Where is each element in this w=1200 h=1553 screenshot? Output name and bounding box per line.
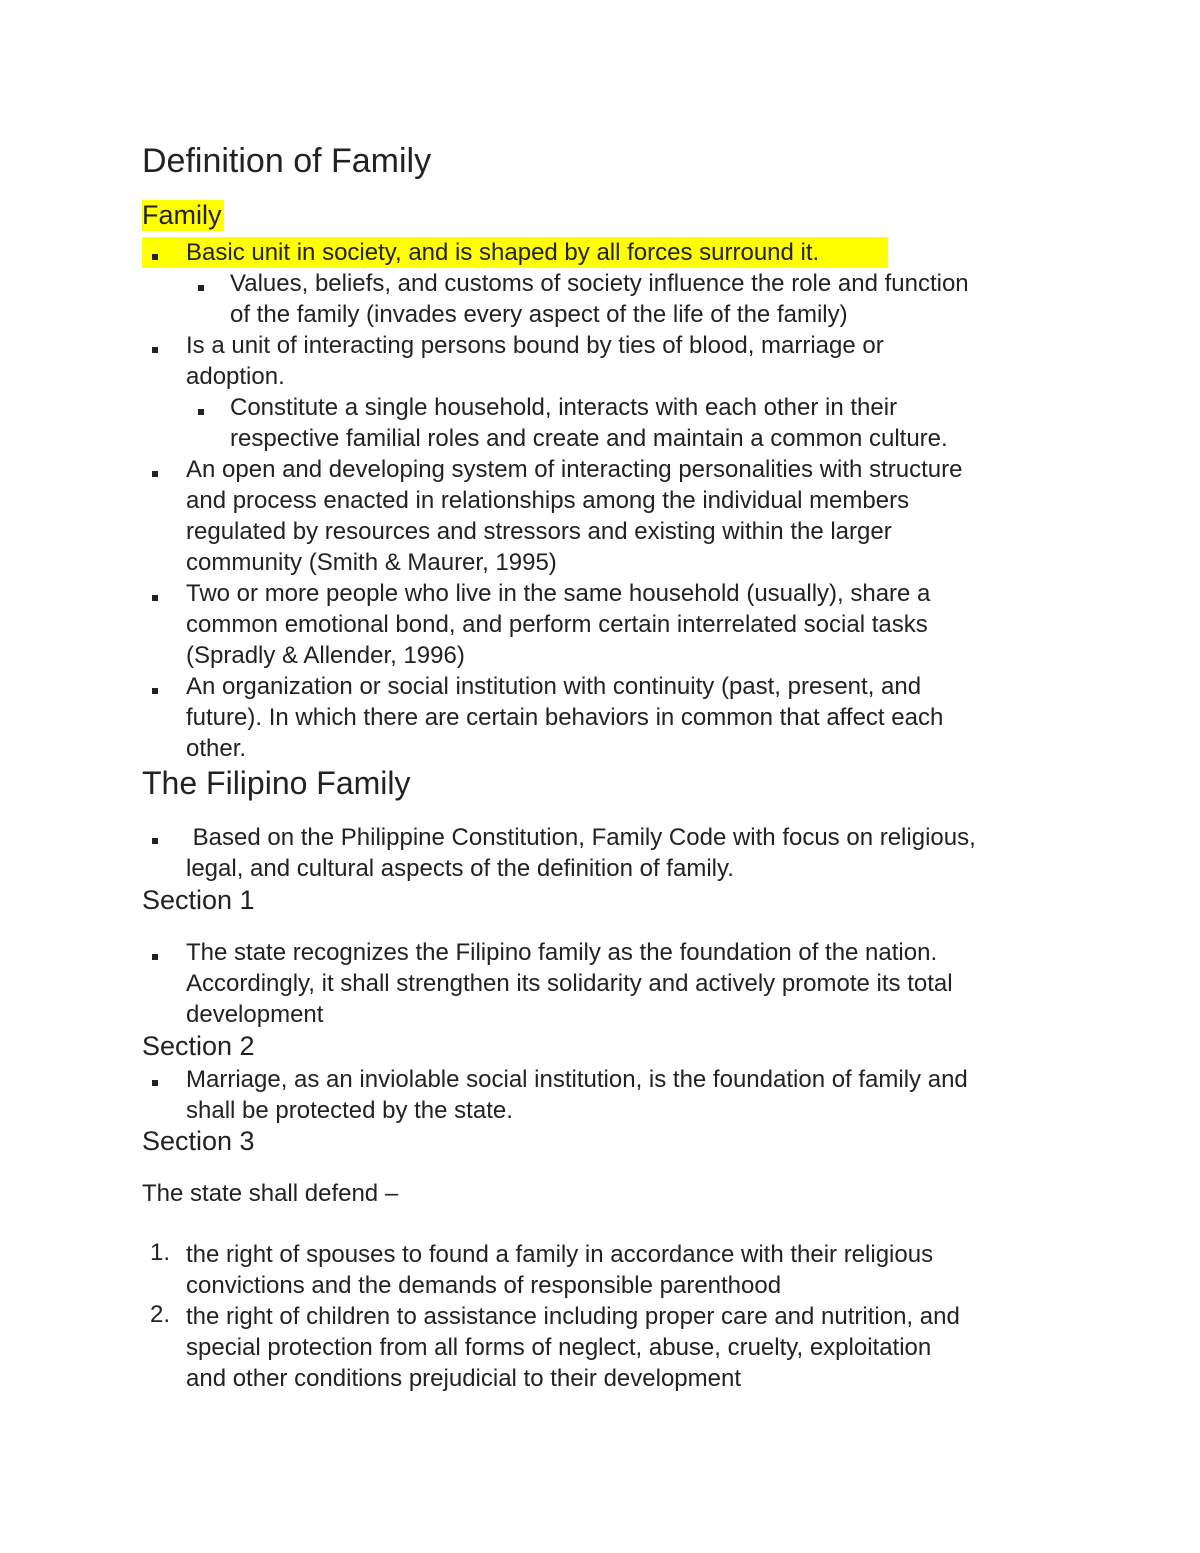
filipino-family-heading: The Filipino Family — [142, 765, 411, 801]
definition-item: Two or more people who live in the same household (usually), share a common emotional bond, and perform certain interrelated social tasks (Spradly & Allender, 1996) — [186, 580, 931, 669]
bullet-icon — [198, 409, 204, 415]
defend-item: the right of spouses to found a family in accordance with their religious convictions and the demands of responsible parenthood — [186, 1241, 934, 1299]
page-title: Definition of Family — [142, 142, 432, 180]
section-1-heading: Section 1 — [142, 885, 255, 915]
section-3-heading: Section 3 — [142, 1126, 255, 1156]
defend-intro: The state shall defend – — [142, 1180, 399, 1207]
bullet-icon — [152, 254, 158, 260]
bullet-icon — [152, 954, 158, 960]
list-number: 1. — [150, 1239, 171, 1266]
definition-item: Is a unit of interacting persons bound by ties of blood, marriage or adoption. — [186, 332, 884, 390]
bullet-icon — [152, 595, 158, 601]
defend-item: the right of children to assistance including proper care and nutrition, and special protection from all forms of neglect, abuse, cruelty, exploitation and other conditions prejudicial to their development — [186, 1303, 960, 1392]
section-2-heading: Section 2 — [142, 1031, 255, 1061]
definition-sub-item: Values, beliefs, and customs of society influence the role and function of the family (invades every aspect of the life of the family) — [230, 270, 969, 328]
bullet-icon — [198, 285, 204, 291]
definition-item: An organization or social institution with continuity (past, present, and future). In which there are certain behaviors in common that affect each other. — [186, 673, 944, 762]
bullet-icon — [152, 471, 158, 477]
bullet-icon — [152, 688, 158, 694]
bullet-icon — [152, 838, 158, 844]
section-1-item: The state recognizes the Filipino family as the foundation of the nation. Accordingly, it shall strengthen its solidarity and actively promote its total development — [186, 939, 953, 1028]
definition-sub-item: Constitute a single household, interacts with each other in their respective familial roles and create and maintain a common culture. — [230, 394, 948, 452]
family-heading: Family — [142, 200, 222, 230]
definition-item: An open and developing system of interacting personalities with structure and process enacted in relationships among the individual members regulated by resources and stressors and existing within the larger community (Smith & Maurer, 1995) — [186, 456, 963, 576]
list-number: 2. — [150, 1301, 171, 1328]
bullet-icon — [152, 1080, 158, 1086]
definition-item: Basic unit in society, and is shaped by all forces surround it. — [186, 239, 820, 266]
section-2-item: Marriage, as an inviolable social institution, is the foundation of family and shall be protected by the state. — [186, 1066, 968, 1124]
filipino-family-item: Based on the Philippine Constitution, Family Code with focus on religious, legal, and cultural aspects of the definition of family. — [186, 824, 976, 882]
bullet-icon — [152, 347, 158, 353]
